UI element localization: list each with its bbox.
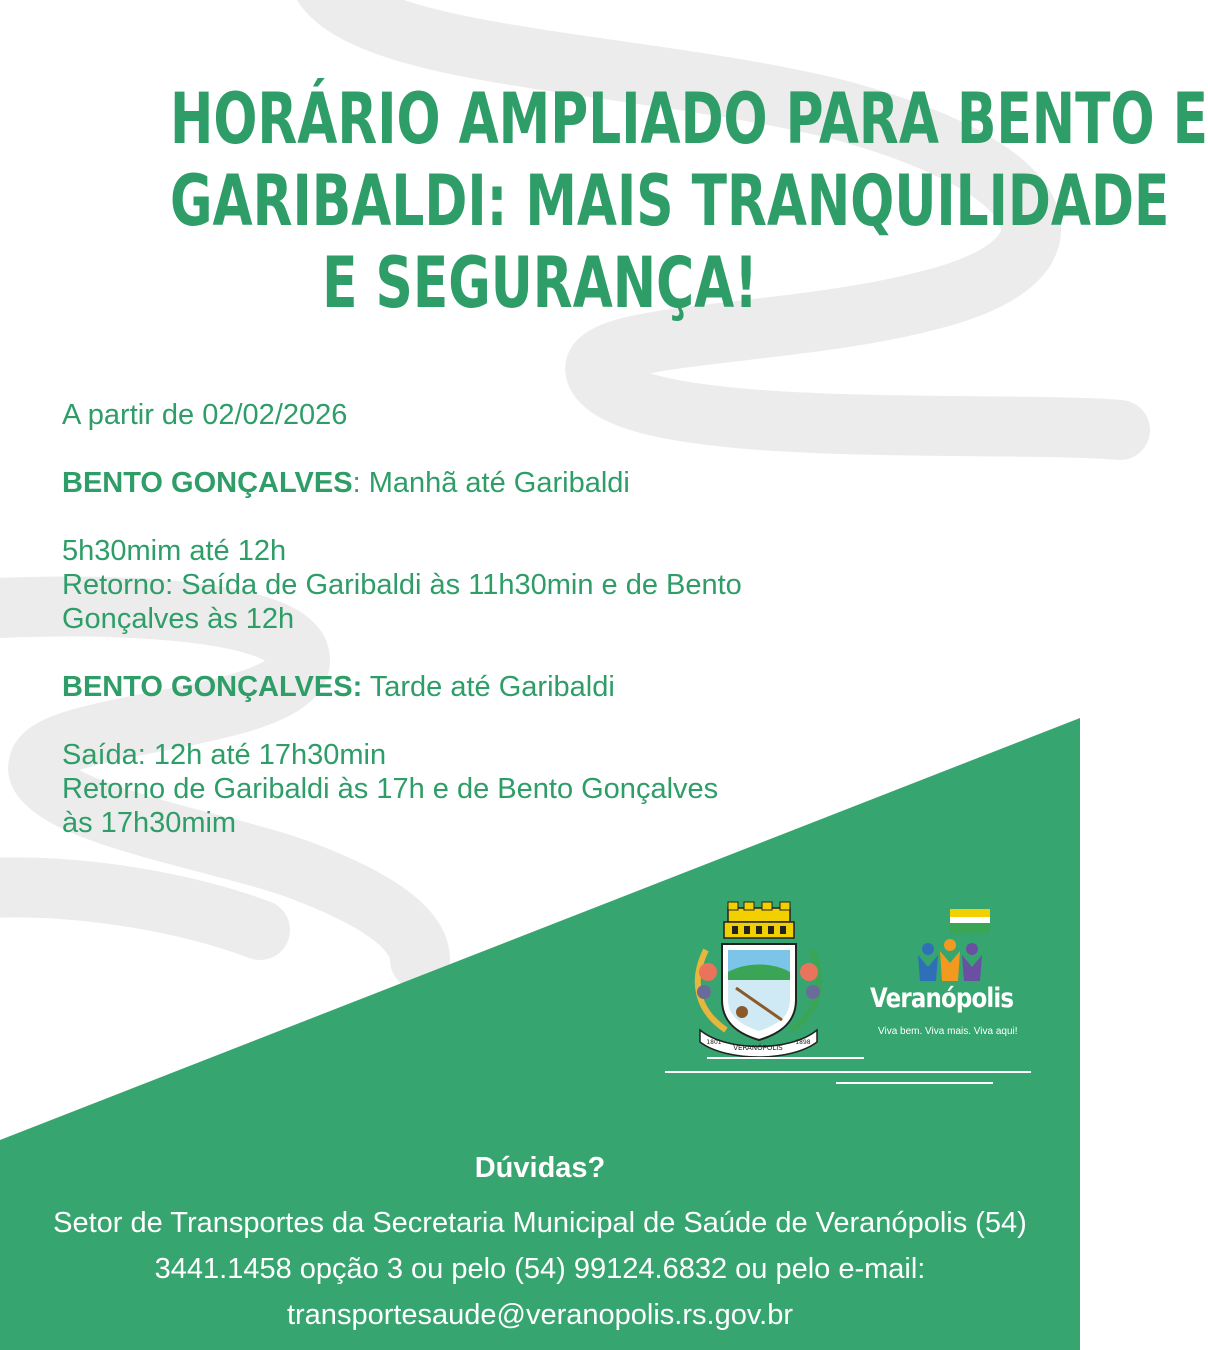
headline-line-2: GARIBALDI: MAIS TRANQUILIDADE: [170, 160, 1170, 242]
morning-desc: : Manhã até Garibaldi: [352, 467, 630, 499]
morning-schedule: 5h30mim até 12h: [62, 535, 287, 567]
start-date: A partir de 02/02/2026: [62, 399, 348, 431]
coat-of-arms-icon: [686, 900, 831, 1060]
logo-slogan: Viva bem. Viva mais. Viva aqui!: [878, 1026, 1018, 1037]
divider-line: [707, 1057, 864, 1059]
contact-footer: [0, 1148, 1080, 1338]
morning-return-line-1: Retorno: Saída de Garibaldi às 11h30min e de Bento: [62, 569, 742, 601]
afternoon-heading: [62, 670, 922, 704]
afternoon-return-line-2: às 17h30mim: [62, 807, 237, 839]
crest-year-left: 1801: [706, 1039, 722, 1046]
headline: [170, 78, 1208, 324]
crest-text: VERANÓPOLIS: [733, 1044, 783, 1052]
afternoon-label: BENTO GONÇALVES:: [62, 671, 363, 703]
logo-name: Veranópolis: [870, 983, 1014, 1014]
crest-year-right: 1898: [795, 1039, 811, 1046]
footer-text: Setor de Transportes da Secretaria Municipal de Saúde de Veranópolis (54) 3441.1458 opção 3 ou pelo (54) 99124.6832 ou pelo e-mail: transportesaude@veranopolis.rs.gov.br: [53, 1207, 1027, 1331]
footer-title: Dúvidas?: [474, 1152, 606, 1184]
morning-return-line-2: Gonçalves às 12h: [62, 603, 295, 635]
headline-line-1: HORÁRIO AMPLIADO PARA BENTO E: [170, 78, 1208, 160]
afternoon-desc: Tarde até Garibaldi: [362, 671, 615, 703]
veranopolis-logo: [870, 905, 1030, 1045]
morning-label: BENTO GONÇALVES: [62, 467, 353, 499]
headline-line-3: E SEGURANÇA!: [322, 242, 758, 324]
divider-line: [836, 1082, 993, 1084]
morning-heading: [62, 466, 922, 500]
afternoon-schedule: Saída: 12h até 17h30min: [62, 739, 387, 771]
divider-line: [665, 1071, 1031, 1073]
afternoon-return-line-1: Retorno de Garibaldi às 17h e de Bento Gonçalves: [62, 773, 719, 805]
people-flag-icon: [910, 905, 990, 985]
schedule-info: [62, 398, 922, 840]
